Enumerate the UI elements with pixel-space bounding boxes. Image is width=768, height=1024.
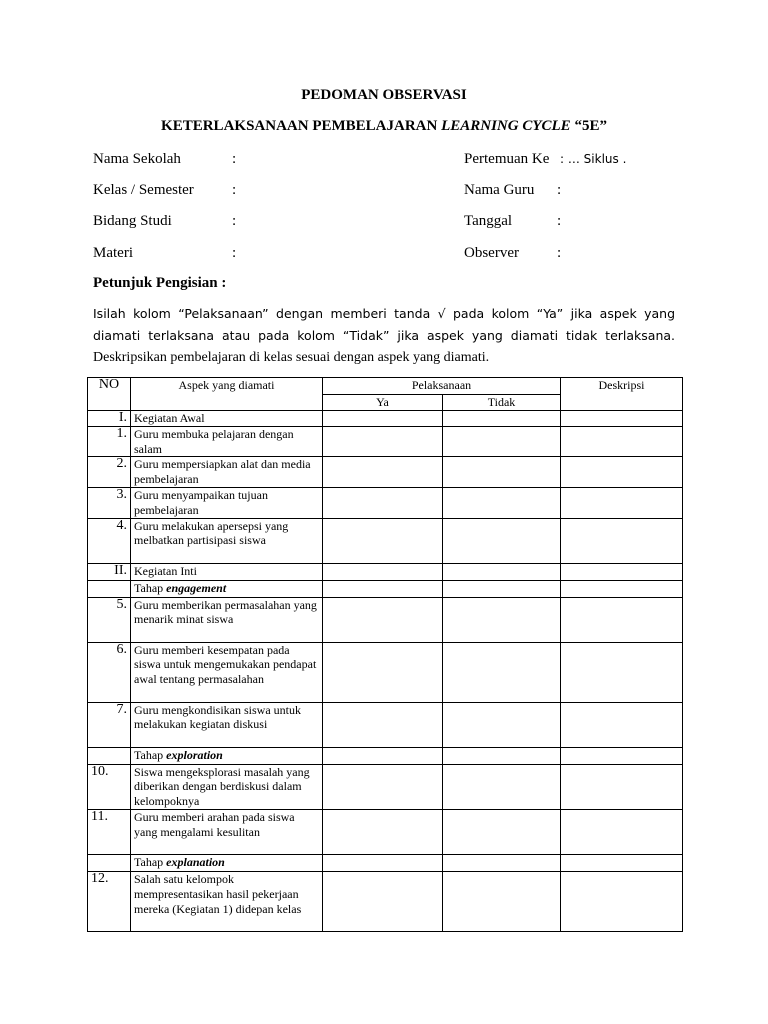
row-number: 2.	[88, 457, 131, 488]
tidak-cell[interactable]	[443, 764, 561, 809]
aspect-text: Guru mengkondisikan siswa untuk melakukan kegiatan diskusi	[131, 702, 323, 747]
ya-cell[interactable]	[323, 597, 443, 642]
ya-cell[interactable]	[323, 809, 443, 854]
aspect-text: Guru melakukan apersepsi yang melbatkan partisipasi siswa	[131, 518, 323, 563]
tidak-cell[interactable]	[443, 597, 561, 642]
table-row	[88, 854, 683, 871]
instructions-line-3: Deskripsikan pembelajaran di kelas sesuai dengan aspek yang diamati.	[93, 350, 490, 365]
nama-sekolah-label: Nama Sekolah	[93, 151, 181, 167]
observer-label: Observer	[464, 245, 519, 261]
table-row	[88, 764, 683, 809]
table-row	[88, 487, 683, 518]
phase-label	[131, 854, 323, 871]
row-number	[88, 854, 131, 871]
table-row	[88, 518, 683, 563]
table-row	[88, 871, 683, 931]
ya-cell[interactable]	[323, 764, 443, 809]
phase-name: exploration	[166, 747, 223, 762]
deskripsi-cell[interactable]	[561, 410, 683, 426]
table-row	[88, 747, 683, 764]
tidak-cell[interactable]	[443, 702, 561, 747]
tanggal-label: Tanggal	[464, 213, 513, 229]
row-number: 4.	[88, 518, 131, 563]
observation-table	[87, 377, 683, 932]
deskripsi-cell[interactable]	[561, 854, 683, 871]
kelas-semester-label: Kelas / Semester	[93, 182, 194, 198]
phase-label	[131, 747, 323, 764]
tidak-cell[interactable]	[443, 518, 561, 563]
ya-cell[interactable]	[323, 580, 443, 597]
bidang-studi-colon: :	[232, 213, 237, 229]
ya-cell[interactable]	[323, 563, 443, 580]
ya-cell[interactable]	[323, 702, 443, 747]
row-number: I.	[88, 410, 131, 426]
aspect-text: Guru memberi arahan pada siswa yang mengalami kesulitan	[131, 809, 323, 854]
deskripsi-cell[interactable]	[561, 764, 683, 809]
instructions-line-1: Isilah kolom “Pelaksanaan” dengan memberi tanda √ pada kolom “Ya” jika aspek yang	[93, 306, 675, 321]
ya-cell[interactable]	[323, 457, 443, 488]
aspect-text: Guru memberikan permasalahan yang menarik minat siswa	[131, 597, 323, 642]
document-title: PEDOMAN OBSERVASI	[301, 87, 467, 103]
tidak-cell[interactable]	[443, 642, 561, 702]
phase-prefix: Tahap	[134, 854, 167, 869]
deskripsi-cell[interactable]	[561, 702, 683, 747]
phase-prefix: Tahap	[134, 580, 167, 595]
info-row-4	[93, 245, 693, 265]
header-aspek: Aspek yang diamati	[131, 378, 323, 411]
subtitle-suffix: “5E”	[570, 118, 607, 134]
row-number: 5.	[88, 597, 131, 642]
materi-label: Materi	[93, 245, 133, 261]
deskripsi-cell[interactable]	[561, 457, 683, 488]
table-row	[88, 563, 683, 580]
row-number	[88, 747, 131, 764]
tidak-cell[interactable]	[443, 580, 561, 597]
nama-guru-colon: :	[557, 182, 562, 198]
header-tidak: Tidak	[443, 395, 561, 411]
petunjuk-title: Petunjuk Pengisian :	[93, 275, 227, 291]
tidak-cell[interactable]	[443, 747, 561, 764]
ya-cell[interactable]	[323, 410, 443, 426]
subtitle-italic: LEARNING CYCLE	[441, 118, 571, 134]
tidak-cell[interactable]	[443, 457, 561, 488]
ya-cell[interactable]	[323, 871, 443, 931]
kelas-semester-colon: :	[232, 182, 237, 198]
info-row-2	[93, 182, 693, 202]
table-row	[88, 809, 683, 854]
table-row	[88, 642, 683, 702]
deskripsi-cell[interactable]	[561, 563, 683, 580]
phase-prefix: Tahap	[134, 747, 167, 762]
observation-table-body	[88, 410, 683, 931]
tidak-cell[interactable]	[443, 854, 561, 871]
row-number: 3.	[88, 487, 131, 518]
table-row	[88, 597, 683, 642]
row-number: 1.	[88, 426, 131, 457]
table-row	[88, 426, 683, 457]
nama-sekolah-colon: :	[232, 151, 237, 167]
header-pelaksanaan: Pelaksanaan	[323, 378, 561, 395]
phase-name: explanation	[166, 854, 225, 869]
aspect-text: Salah satu kelompok mempresentasikan hasil pekerjaan mereka (Kegiatan 1) didepan kelas	[131, 871, 323, 931]
bidang-studi-label: Bidang Studi	[93, 213, 172, 229]
tidak-cell[interactable]	[443, 426, 561, 457]
row-number: 12.	[88, 871, 131, 931]
deskripsi-cell[interactable]	[561, 642, 683, 702]
instructions-line-2: diamati terlaksana atau pada kolom “Tidak” jika aspek yang diamati tidak terlaksana.	[93, 328, 675, 343]
tidak-cell[interactable]	[443, 809, 561, 854]
ya-cell[interactable]	[323, 747, 443, 764]
tidak-cell[interactable]	[443, 871, 561, 931]
ya-cell[interactable]	[323, 487, 443, 518]
header-ya: Ya	[323, 395, 443, 411]
document-subtitle	[0, 118, 768, 135]
tidak-cell[interactable]	[443, 563, 561, 580]
info-row-1	[93, 151, 693, 171]
row-number: 6.	[88, 642, 131, 702]
phase-name: engagement	[166, 580, 227, 595]
phase-label	[131, 580, 323, 597]
deskripsi-cell[interactable]	[561, 580, 683, 597]
info-row-3	[93, 213, 693, 233]
row-number	[88, 580, 131, 597]
deskripsi-cell[interactable]	[561, 487, 683, 518]
row-number: 10.	[88, 764, 131, 809]
pertemuan-ke-value: : … Siklus .	[560, 152, 627, 166]
table-row	[88, 702, 683, 747]
header-no: NO	[88, 378, 131, 411]
header-deskripsi: Deskripsi	[561, 378, 683, 411]
nama-guru-label: Nama Guru	[464, 182, 535, 198]
deskripsi-cell[interactable]	[561, 809, 683, 854]
deskripsi-cell[interactable]	[561, 871, 683, 931]
aspect-text: Guru membuka pelajaran dengan salam	[131, 426, 323, 457]
subtitle-prefix: KETERLAKSANAAN PEMBELAJARAN	[161, 118, 442, 134]
row-number: 11.	[88, 809, 131, 854]
ya-cell[interactable]	[323, 426, 443, 457]
ya-cell[interactable]	[323, 642, 443, 702]
table-row	[88, 410, 683, 426]
ya-cell[interactable]	[323, 854, 443, 871]
table-row	[88, 457, 683, 488]
tidak-cell[interactable]	[443, 487, 561, 518]
table-row	[88, 580, 683, 597]
deskripsi-cell[interactable]	[561, 747, 683, 764]
row-number: II.	[88, 563, 131, 580]
aspect-text: Siswa mengeksplorasi masalah yang diberikan dengan berdiskusi dalam kelompoknya	[131, 764, 323, 809]
deskripsi-cell[interactable]	[561, 597, 683, 642]
tidak-cell[interactable]	[443, 410, 561, 426]
section-heading: Kegiatan Inti	[131, 563, 323, 580]
row-number: 7.	[88, 702, 131, 747]
observer-colon: :	[557, 245, 562, 261]
materi-colon: :	[232, 245, 237, 261]
deskripsi-cell[interactable]	[561, 426, 683, 457]
deskripsi-cell[interactable]	[561, 518, 683, 563]
aspect-text: Guru menyampaikan tujuan pembelajaran	[131, 487, 323, 518]
section-heading: Kegiatan Awal	[131, 410, 323, 426]
aspect-text: Guru mempersiapkan alat dan media pembelajaran	[131, 457, 323, 488]
ya-cell[interactable]	[323, 518, 443, 563]
aspect-text: Guru memberi kesempatan pada siswa untuk mengemukakan pendapat awal tentang permasalahan	[131, 642, 323, 702]
pertemuan-ke-label: Pertemuan Ke	[464, 151, 550, 167]
tanggal-colon: :	[557, 213, 562, 229]
instructions	[93, 303, 675, 369]
